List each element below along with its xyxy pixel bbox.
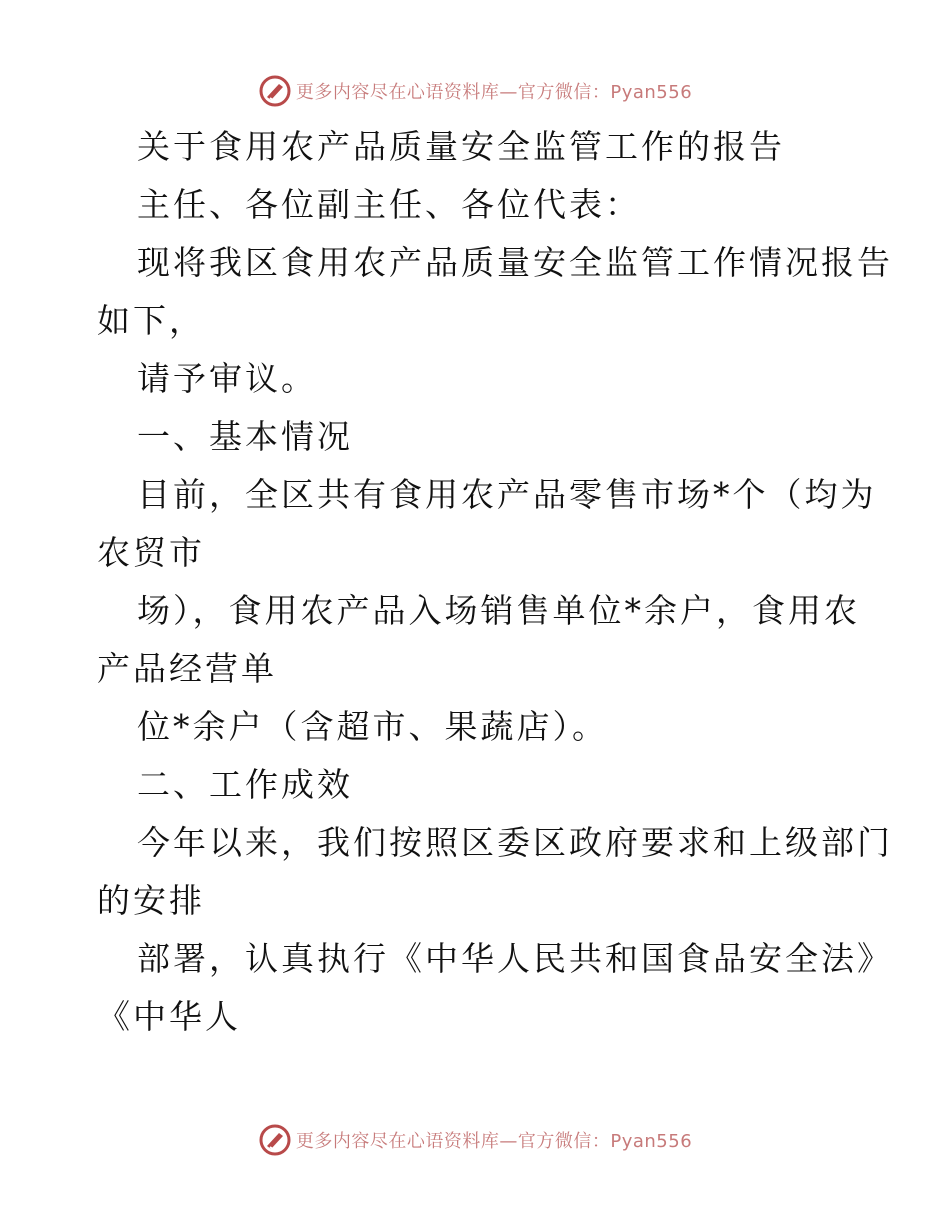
text-line: 的安排 xyxy=(97,881,205,920)
text-line: 场），食用农产品入场销售单位*余户，食用农 xyxy=(137,591,860,630)
text-line: 如下， xyxy=(97,301,205,340)
text-line: 请予审议。 xyxy=(137,359,317,398)
text-line: 现将我区食用农产品质量安全监管工作情况报告 xyxy=(137,243,893,282)
footer-watermark xyxy=(0,1120,950,1160)
text-line: 《中华人 xyxy=(97,997,241,1036)
text-line: 二、工作成效 xyxy=(137,765,353,804)
text-line: 产品经营单 xyxy=(97,649,277,688)
header-watermark xyxy=(0,71,950,111)
text-line: 主任、各位副主任、各位代表： xyxy=(137,185,641,224)
text-line: 关于食用农产品质量安全监管工作的报告 xyxy=(137,127,785,166)
watermark-text: 更多内容尽在心语资料库—官方微信：Pyan556 xyxy=(295,82,693,103)
pen-logo-icon xyxy=(258,1123,292,1157)
text-line: 部署，认真执行《中华人民共和国食品安全法》 xyxy=(137,939,893,978)
text-line: 一、基本情况 xyxy=(137,417,353,456)
text-line: 今年以来，我们按照区委区政府要求和上级部门 xyxy=(137,823,893,862)
document-body xyxy=(97,118,893,1046)
text-line: 目前，全区共有食用农产品零售市场*个（均为 xyxy=(137,475,877,514)
text-line: 农贸市 xyxy=(97,533,205,572)
text-line: 位*余户（含超市、果蔬店）。 xyxy=(137,707,608,746)
watermark-text: 更多内容尽在心语资料库—官方微信：Pyan556 xyxy=(295,1131,693,1152)
pen-logo-icon xyxy=(258,74,292,108)
